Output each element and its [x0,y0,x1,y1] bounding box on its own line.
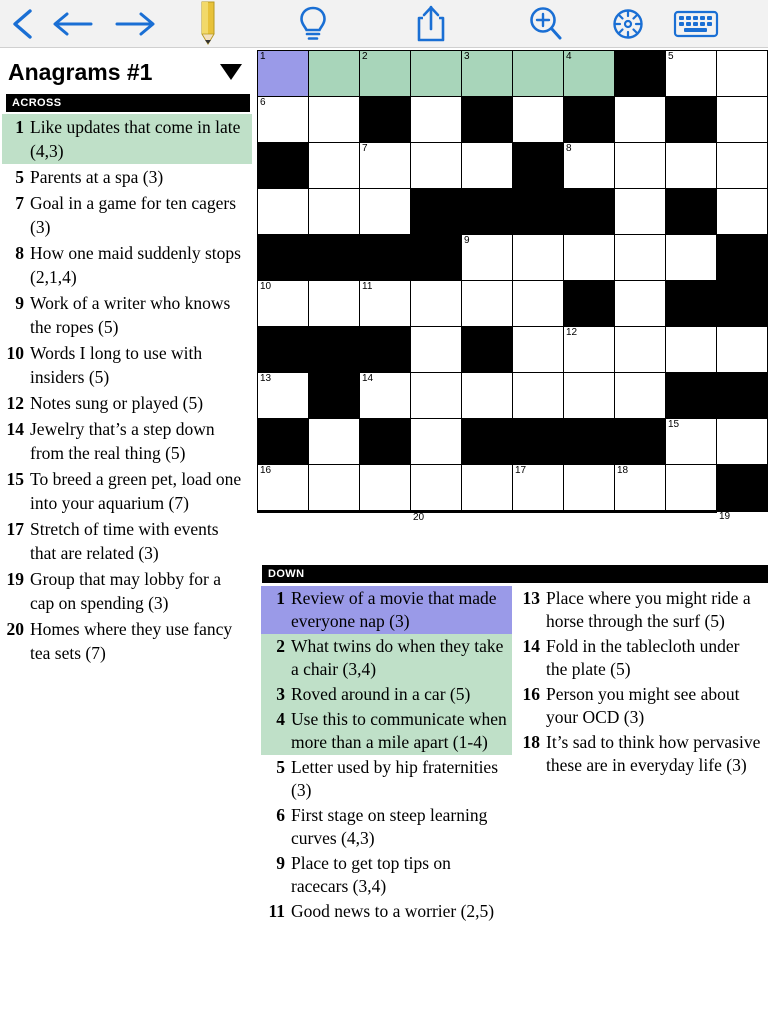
down-clue-panel [257,565,768,1024]
grid-cell-block [717,465,768,511]
clue-text: Jewelry that’s a step down from the real thing (5) [30,419,215,463]
grid-cell[interactable] [360,281,411,327]
grid-cell[interactable] [615,512,666,513]
grid-cell[interactable] [615,189,666,235]
grid-cell-block [360,327,411,373]
grid-cell[interactable] [258,373,309,419]
grid-cell[interactable] [564,465,615,511]
clue-item[interactable] [516,730,767,778]
grid-cell[interactable] [258,512,309,513]
grid-cell-number: 5 [668,51,674,62]
grid-cell[interactable] [564,51,615,97]
grid-cell[interactable] [411,327,462,373]
grid-cell-number: 10 [260,281,272,292]
clue-text: Place to get top tips on racecars (3,4) [291,853,451,896]
grid-cell-block [513,143,564,189]
grid-cell-block [666,373,717,419]
clue-text: Review of a movie that made everyone nap (3) [291,588,497,631]
clue-number: 2 [276,636,285,656]
grid-cell-block [564,419,615,465]
grid-cell-number: 3 [464,51,470,62]
grid-cell[interactable] [717,143,768,189]
down-clue-list-right [512,586,767,924]
down-section-header: DOWN [262,565,768,583]
grid-cell-block [309,327,360,373]
puzzle-title-row[interactable] [0,48,256,92]
clue-text: Like updates that come in late (4,3) [30,117,241,161]
clue-number: 12 [6,393,24,413]
grid-cell[interactable] [411,512,462,523]
clue-number: 4 [276,709,285,729]
clue-text: Stretch of time with events that are related (3) [30,519,219,563]
grid-cell-block [513,419,564,465]
grid-cell-block [462,189,513,235]
clue-text: Words I long to use with insiders (5) [30,343,203,387]
clue-number: 20 [6,619,24,639]
clue-number: 19 [6,569,24,589]
grid-cell[interactable] [513,327,564,373]
clue-item[interactable] [261,634,512,682]
grid-cell-number: 6 [260,97,266,108]
clue-item[interactable] [2,114,252,164]
grid-cell-block [615,51,666,97]
grid-cell[interactable] [513,465,564,511]
grid-cell[interactable] [615,281,666,327]
grid-cell-block [666,97,717,143]
clue-number: 14 [522,636,540,656]
clue-item[interactable] [2,240,252,290]
grid-cell-block [462,97,513,143]
clue-text: To breed a green pet, load one into your aquarium (7) [30,469,242,513]
grid-cell-number: 14 [362,373,374,384]
crossword-grid[interactable] [257,50,768,523]
grid-cell[interactable] [513,373,564,419]
grid-cell-block [717,373,768,419]
grid-cell-block [615,419,666,465]
clue-item[interactable] [261,899,512,924]
grid-cell[interactable] [615,143,666,189]
clue-item[interactable] [2,164,252,190]
clue-text: Good news to a worrier (2,5) [291,901,495,921]
grid-cell-block [666,281,717,327]
arrow-right-icon[interactable] [104,0,162,48]
arrow-left-icon[interactable] [46,0,104,48]
clue-item[interactable] [2,416,252,466]
grid-cell[interactable] [309,143,360,189]
clue-number: 16 [522,684,540,704]
grid-cell[interactable] [513,97,564,143]
grid-cell[interactable] [666,419,717,465]
grid-cell[interactable] [360,143,411,189]
grid-cell-block [564,97,615,143]
clue-item[interactable] [261,755,512,803]
grid-cell[interactable] [564,235,615,281]
grid-cell[interactable] [411,373,462,419]
clue-text: Place where you might ride a horse through the surf (5) [546,588,751,631]
grid-cell[interactable] [513,281,564,327]
grid-cell[interactable] [615,97,666,143]
grid-cell-number: 20 [413,512,425,523]
grid-cell[interactable] [309,512,360,513]
grid-cell-block [513,189,564,235]
grid-cell[interactable] [360,51,411,97]
grid-cell-number: 16 [260,465,272,476]
share-icon[interactable] [372,0,490,48]
clue-number: 13 [522,588,540,608]
grid-cell[interactable] [462,143,513,189]
across-section-header: ACROSS [6,94,250,112]
clue-number: 7 [15,193,24,213]
grid-cell[interactable] [411,419,462,465]
settings-icon[interactable] [600,0,656,48]
grid-cell[interactable] [309,97,360,143]
back-chevron-icon[interactable] [0,0,46,48]
grid-cell[interactable] [462,281,513,327]
grid-cell-number: 13 [260,373,272,384]
grid-cell[interactable] [513,51,564,97]
grid-cell-block [258,327,309,373]
grid-cell-block [462,419,513,465]
clue-text: It’s sad to think how pervasive these are in everyday life (3) [546,732,761,775]
grid-cell-number: 7 [362,143,368,154]
grid-cell[interactable] [666,51,717,97]
keyboard-icon[interactable] [656,0,736,48]
grid-cell-block [258,143,309,189]
grid-cell-number: 2 [362,51,368,62]
clue-number: 14 [6,419,24,439]
clue-item[interactable] [2,516,252,566]
clue-item[interactable] [2,290,252,340]
grid-cell-block [717,281,768,327]
clue-text: Person you might see about your OCD (3) [546,684,740,727]
clue-number: 5 [15,167,24,187]
crossword-grid-wrap [257,50,767,562]
grid-cell[interactable] [717,189,768,235]
clue-item[interactable] [2,616,252,666]
grid-cell-block [717,235,768,281]
grid-cell-block [360,235,411,281]
grid-cell[interactable] [411,465,462,511]
grid-cell[interactable] [360,465,411,511]
clue-item[interactable] [516,586,767,634]
grid-cell-number: 1 [260,51,266,62]
lightbulb-icon[interactable] [254,0,372,48]
grid-cell[interactable] [462,465,513,511]
across-clue-list [0,114,256,666]
clue-number: 9 [276,853,285,873]
grid-cell[interactable] [717,419,768,465]
grid-cell[interactable] [258,465,309,511]
grid-cell-number: 4 [566,51,572,62]
grid-cell[interactable] [462,235,513,281]
clue-item[interactable] [2,390,252,416]
grid-cell-number: 19 [719,511,731,522]
clue-text: What twins do when they take a chair (3,4) [291,636,504,679]
clue-number: 1 [276,588,285,608]
zoom-in-icon[interactable] [490,0,600,48]
grid-cell[interactable] [666,235,717,281]
grid-cell[interactable] [411,51,462,97]
grid-cell-block [462,327,513,373]
grid-cell[interactable] [462,51,513,97]
clue-item[interactable] [516,634,767,682]
grid-cell-number: 9 [464,235,470,246]
grid-cell[interactable] [615,235,666,281]
grid-cell-block [360,512,411,513]
clue-item[interactable] [2,566,252,616]
clue-number: 1 [15,117,24,137]
grid-cell[interactable] [360,373,411,419]
clue-item[interactable] [261,803,512,851]
grid-cell[interactable] [564,327,615,373]
grid-cell[interactable] [258,281,309,327]
grid-cell[interactable] [513,512,564,513]
grid-cell[interactable] [462,512,513,513]
grid-cell[interactable] [615,327,666,373]
grid-cell-block [411,189,462,235]
grid-cell[interactable] [309,465,360,511]
clue-text: Fold in the tablecloth under the plate (5) [546,636,740,679]
grid-cell-block [666,189,717,235]
grid-cell-block [360,97,411,143]
grid-cell[interactable] [411,97,462,143]
down-clue-list-left [257,586,512,924]
clue-text: Notes sung or played (5) [30,393,204,413]
clue-text: Group that may lobby for a cap on spending (3) [30,569,221,613]
clue-text: Homes where they use fancy tea sets (7) [30,619,233,663]
clue-number: 3 [276,684,285,704]
grid-cell[interactable] [309,189,360,235]
grid-cell-block [309,235,360,281]
clue-number: 6 [276,805,285,825]
grid-cell[interactable] [717,97,768,143]
clue-number: 17 [6,519,24,539]
grid-cell-number: 8 [566,143,572,154]
grid-cell-block [564,281,615,327]
grid-cell[interactable] [564,373,615,419]
grid-cell[interactable] [513,235,564,281]
clue-number: 8 [15,243,24,263]
grid-cell[interactable] [666,512,717,513]
grid-cell-block [411,235,462,281]
clue-text: Use this to communicate when more than a mile apart (1-4) [291,709,507,752]
across-clue-panel [0,48,256,1024]
clue-item[interactable] [261,682,512,707]
clue-text: Roved around in a car (5) [291,684,471,704]
clue-number: 5 [276,757,285,777]
pencil-icon[interactable] [162,0,254,48]
grid-cell-number: 11 [362,281,373,292]
clue-text: Work of a writer who knows the ropes (5) [30,293,231,337]
clue-item[interactable] [516,682,767,730]
grid-cell[interactable] [309,51,360,97]
grid-cell[interactable] [666,143,717,189]
grid-cell[interactable] [258,51,309,97]
page-title: Anagrams #1 [8,58,153,85]
grid-cell[interactable] [717,327,768,373]
grid-cell[interactable] [258,189,309,235]
grid-cell[interactable] [411,143,462,189]
clue-item[interactable] [261,586,512,634]
grid-cell[interactable] [666,327,717,373]
grid-cell-block [564,189,615,235]
grid-cell-block [258,419,309,465]
clue-text: Parents at a spa (3) [30,167,164,187]
chevron-down-icon[interactable] [220,64,242,80]
grid-cell-number: 15 [668,419,680,430]
grid-cell[interactable] [564,512,615,513]
clue-text: Letter used by hip fraternities (3) [291,757,499,800]
grid-cell[interactable] [360,189,411,235]
clue-item[interactable] [2,190,252,240]
grid-cell[interactable] [258,97,309,143]
grid-cell[interactable] [462,373,513,419]
clue-item[interactable] [261,707,512,755]
grid-cell[interactable] [717,511,768,522]
clue-item[interactable] [261,851,512,899]
grid-cell[interactable] [309,281,360,327]
clue-number: 15 [6,469,24,489]
toolbar [0,0,768,48]
grid-cell-block [360,419,411,465]
grid-cell-number: 17 [515,465,527,476]
clue-item[interactable] [2,466,252,516]
grid-cell-block [309,373,360,419]
grid-cell-number: 18 [617,465,629,476]
clue-item[interactable] [2,340,252,390]
clue-text: Goal in a game for ten cagers (3) [30,193,237,237]
clue-text: First stage on steep learning curves (4,3) [291,805,488,848]
grid-cell[interactable] [717,51,768,97]
clue-number: 18 [522,732,540,752]
grid-cell[interactable] [564,143,615,189]
grid-cell-block [258,235,309,281]
grid-cell[interactable] [309,419,360,465]
grid-cell-number: 12 [566,327,578,338]
grid-cell[interactable] [666,465,717,511]
clue-text: How one maid suddenly stops (2,1,4) [30,243,241,287]
clue-number: 10 [6,343,24,363]
clue-number: 11 [268,901,285,921]
grid-cell[interactable] [615,373,666,419]
clue-number: 9 [15,293,24,313]
grid-cell[interactable] [615,465,666,511]
grid-cell[interactable] [411,281,462,327]
